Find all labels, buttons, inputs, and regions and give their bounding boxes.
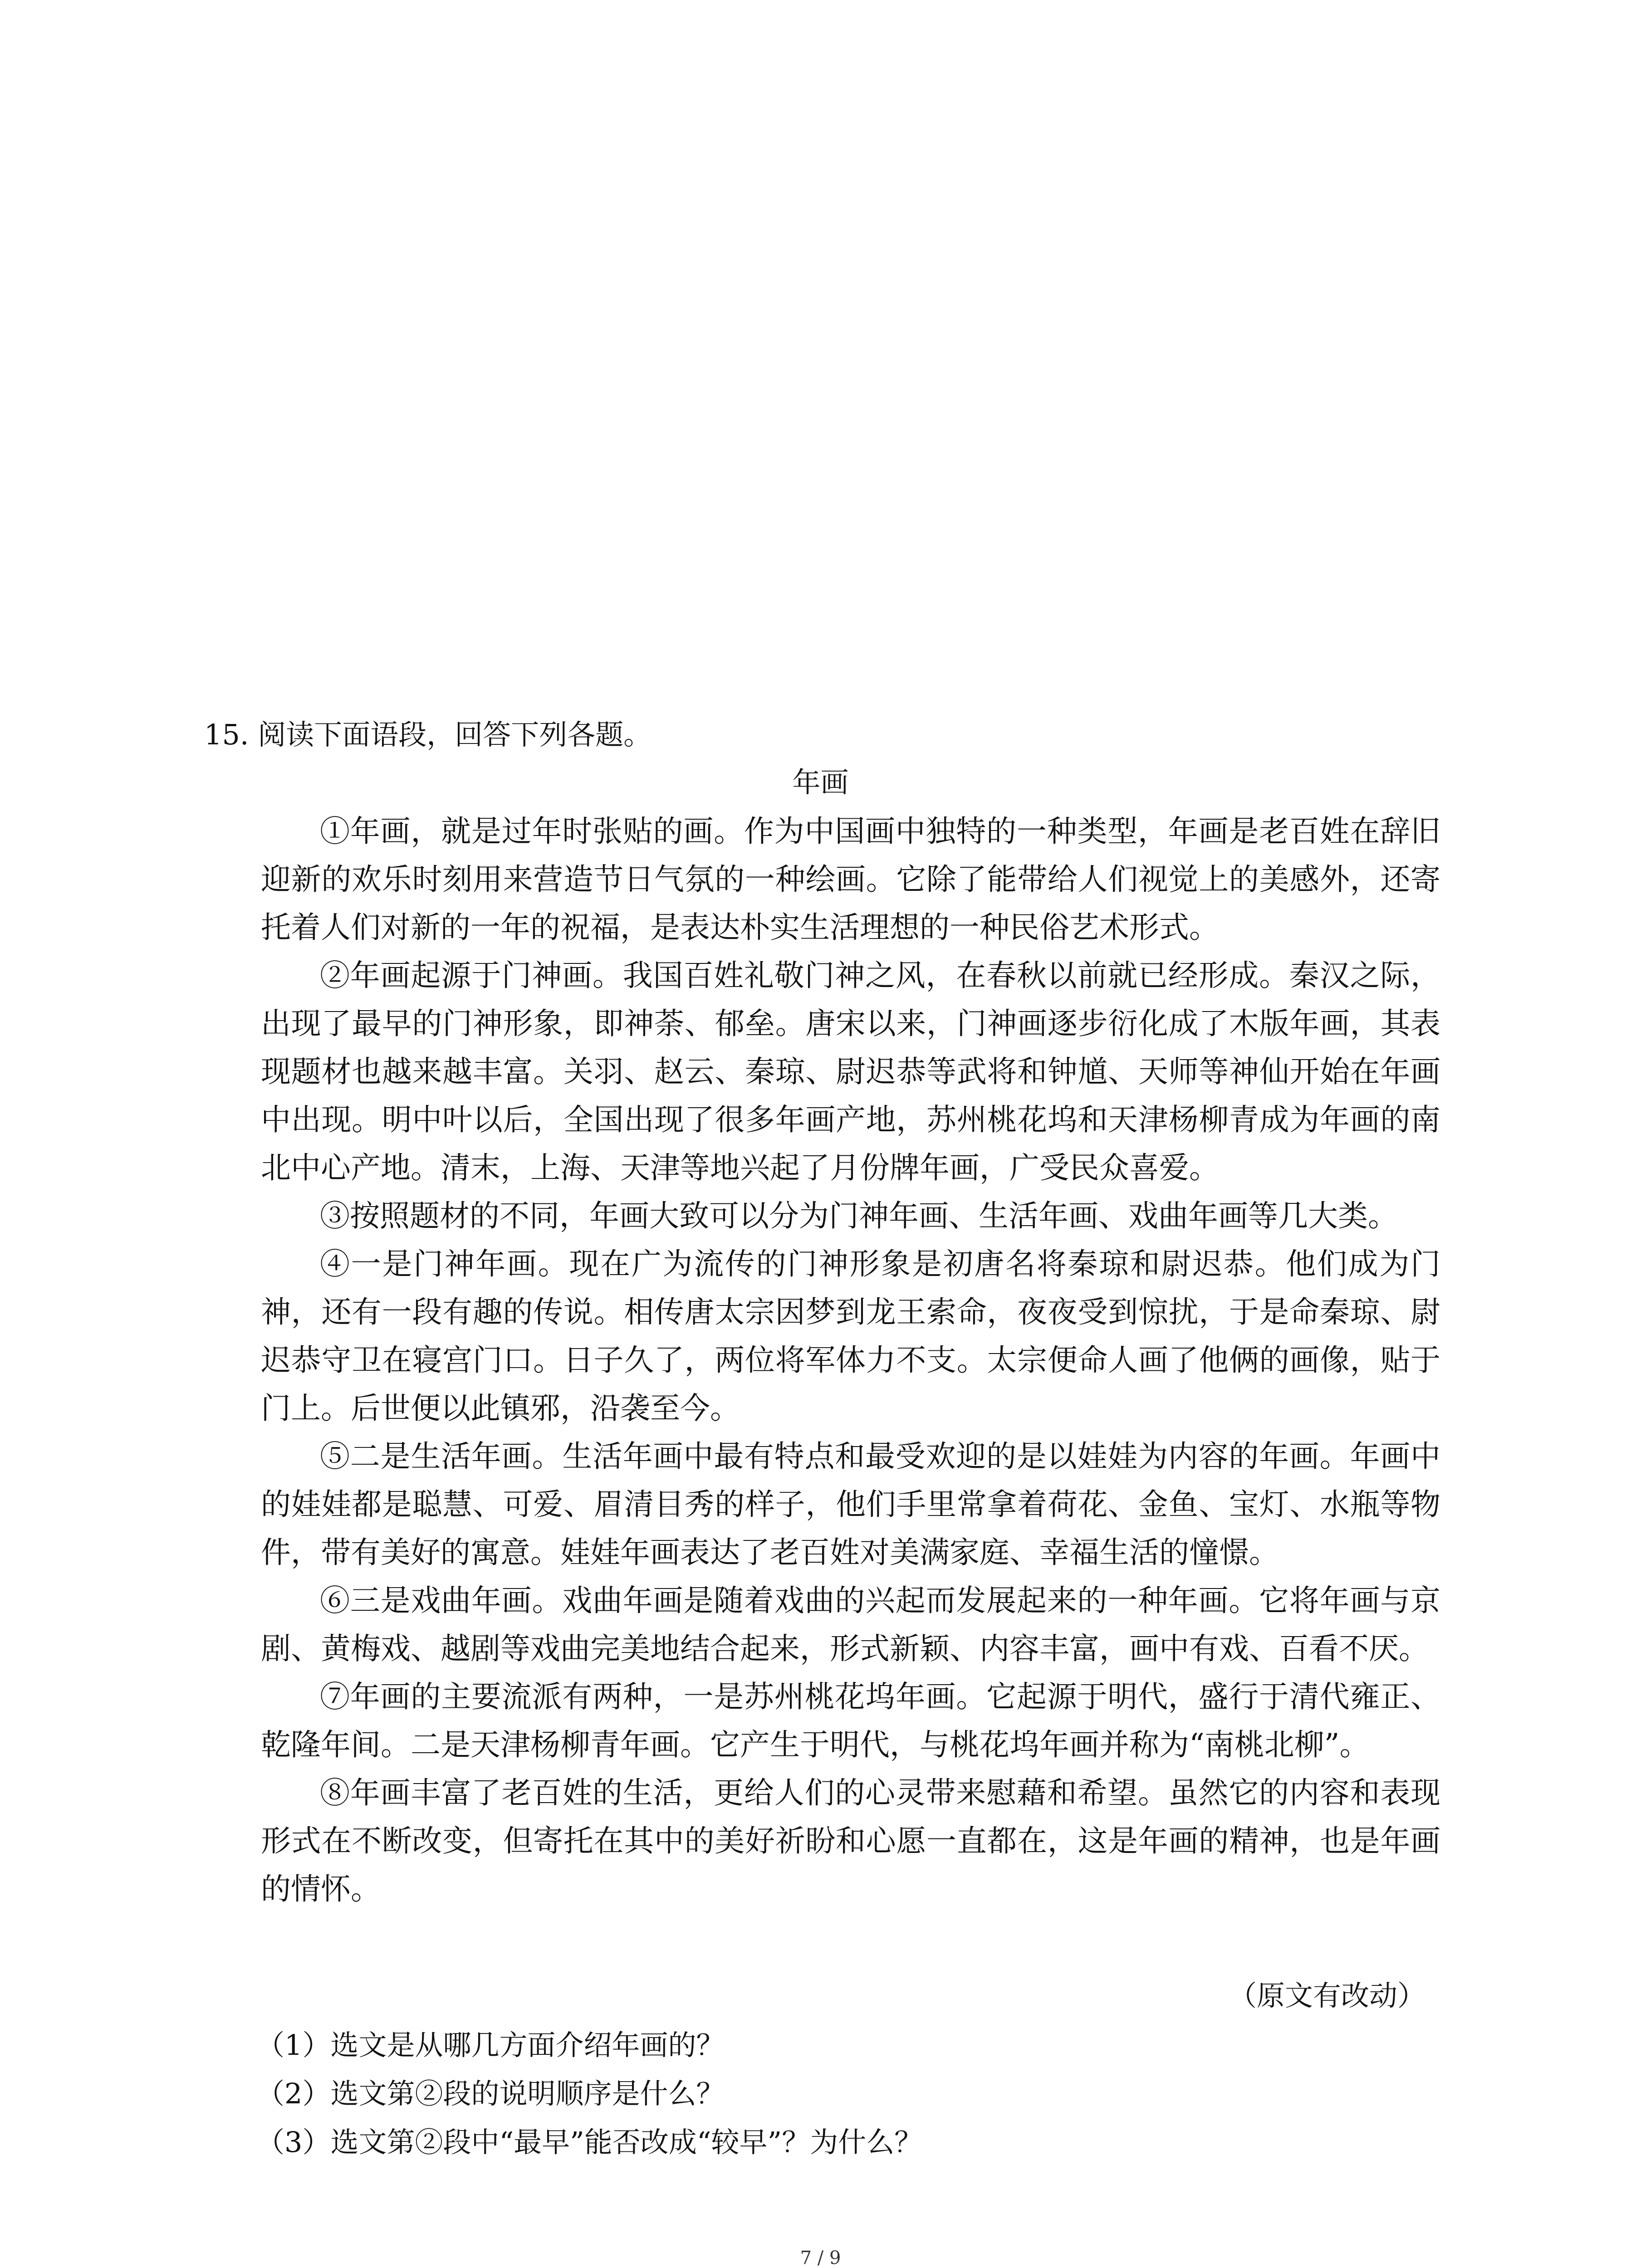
question-title: 15. 阅读下面语段，回答下列各题。 [204,718,652,751]
paragraph-3: ③按照题材的不同，年画大致可以分为门神年画、生活年画、戏曲年画等几大类。 [320,1198,1398,1233]
question-list [256,2021,922,2166]
paragraph-2: ②年画起源于门神画。我国百姓礼敬门神之风，在春秋以前就已经形成。秦汉之际，出现了最早的门神形象，即神荼、郁垒。唐宋以来，门神画逐步衍化成了木版年画，其表现题材也越来越丰富。关羽、赵云、秦琼、尉迟恭等武将和钟馗、天师等神仙开始在年画中出现。明中叶以后，全国出现了很多年画产地，苏州桃花坞和天津杨柳青成为年画的南北中心产地。清末，上海、天津等地兴起了月份牌年画，广受民众喜爱。 [261,958,1440,1185]
paragraph-8: ⑧年画丰富了老百姓的生活，更给人们的心灵带来慰藉和希望。虽然它的内容和表现形式在不断改变，但寄托在其中的美好祈盼和心愿一直都在，这是年画的精神，也是年画的情怀。 [261,1775,1440,1906]
article-title: 年画 [792,766,849,799]
paragraph-4: ④一是门神年画。现在广为流传的门神形象是初唐名将秦琼和尉迟恭。他们成为门神，还有一段有趣的传说。相传唐太宗因梦到龙王索命，夜夜受到惊扰，于是命秦琼、尉迟恭守卫在寝宫门口。日子久了，两位将军体力不支。太宗便命人画了他俩的画像，贴于门上。后世便以此镇邪，沿袭至今。 [261,1246,1440,1426]
sub-question-3: （3）选文第②段中“最早”能否改成“较早”？为什么？ [256,2126,923,2159]
paragraph-7: ⑦年画的主要流派有两种，一是苏州桃花坞年画。它起源于明代，盛行于清代雍正、乾隆年间。二是天津杨柳青年画。它产生于明代，与桃花坞年画并称为“南桃北柳”。 [261,1679,1440,1762]
paragraph-1: ①年画，就是过年时张贴的画。作为中国画中独特的一种类型，年画是老百姓在辞旧迎新的欢乐时刻用来营造节日气氛的一种绘画。它除了能带给人们视觉上的美感外，还寄托着人们对新的一年的祝福，是表达朴实生活理想的一种民俗艺术形式。 [261,814,1440,945]
page-number: 7 / 9 [800,2248,841,2268]
sub-question-1: （1）选文是从哪几方面介绍年画的？ [256,2028,725,2062]
sub-question-2: （2）选文第②段的说明顺序是什么？ [256,2077,725,2110]
paragraph-5: ⑤二是生活年画。生活年画中最有特点和最受欢迎的是以娃娃为内容的年画。年画中的娃娃都是聪慧、可爱、眉清目秀的样子，他们手里常拿着荷花、金鱼、宝灯、水瓶等物件，带有美好的寓意。娃娃年画表达了老百姓对美满家庭、幸福生活的憧憬。 [261,1439,1440,1570]
article-body [261,807,1440,1913]
paragraph-6: ⑥三是戏曲年画。戏曲年画是随着戏曲的兴起而发展起来的一种年画。它将年画与京剧、黄梅戏、越剧等戏曲完美地结合起来，形式新颖、内容丰富，画中有戏、百看不厌。 [261,1583,1440,1666]
source-note: （原文有改动） [1228,1979,1425,2012]
